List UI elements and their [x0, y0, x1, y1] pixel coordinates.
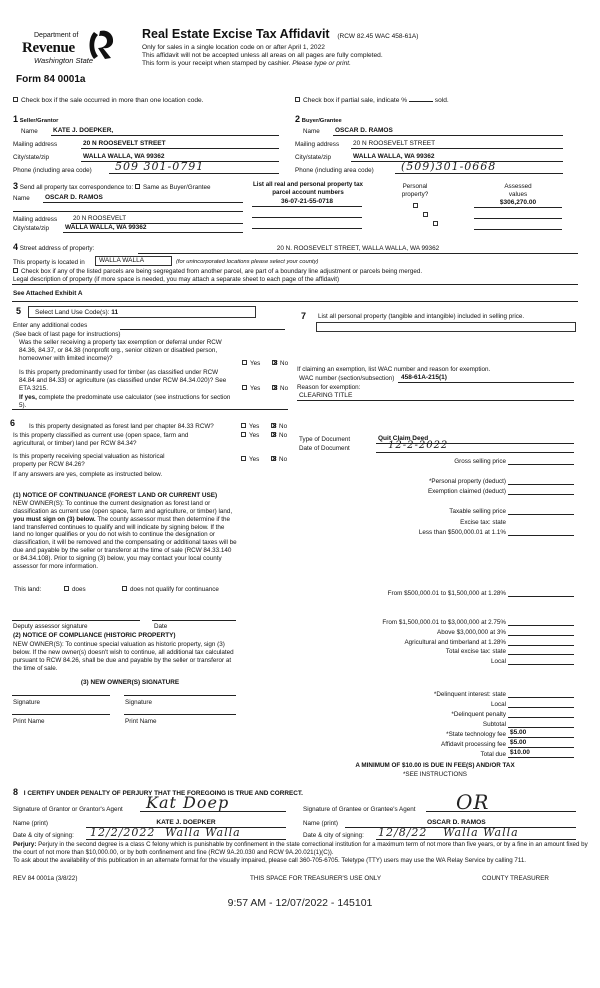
property-street-label: 4 Street address of property:	[13, 242, 95, 252]
correspondence-section: 3 Send all property tax correspondence to: Same as Buyer/Grantee Name OSCAR D. RAMOS Mailing address 20 N ROOSEVELT City/state/zip WALLA WALLA, WA 99362	[13, 181, 243, 192]
calc-label: Exemption claimed (deduct)	[427, 488, 506, 495]
county-treasurer-label: COUNTY TREASURER	[482, 875, 549, 882]
assessed-value-field-3[interactable]	[474, 221, 562, 230]
buyer-city-field[interactable]: WALLA WALLA, WA 99362	[351, 153, 563, 162]
legal-description-field[interactable]: See Attached Exhibit A	[12, 284, 578, 302]
notice-continuance-text: NEW OWNER(S): To continue the current designation as forest land or classification as current use (open space, farm and agriculture, or timber) land, you must sign on (3) below. The county assessor must then determine if the land transferred continues to qualify and will indicate by signing below. If the land no longer qualifies or you do not wish to continue the designation or classification, it will be removed and the compensating or additional taxes will be due and payable by the seller or transferor at the time of sale (RCW 84.33.140 or 84.34.108). Prior to signing (3) below, you may contact your local county assessor for more information.	[13, 500, 237, 570]
calc-label: Gross selling price	[454, 458, 506, 465]
personal-property-checkbox-2[interactable]	[423, 212, 428, 217]
new-owner-signature-heading: (3) NEW OWNER(S) SIGNATURE	[80, 679, 180, 686]
grantor-signature-field[interactable]: Kat Doep	[140, 793, 286, 812]
calc-field[interactable]	[508, 719, 574, 728]
form-subtitle-2: This affidavit will not be accepted unless all areas on all pages are fully completed.	[142, 51, 383, 59]
this-land-label: This land:	[14, 586, 42, 593]
partial-sale-check[interactable]: Check box if partial sale, indicate % sold.	[295, 97, 449, 105]
personal-property-field[interactable]	[316, 322, 576, 332]
personal-property-checkbox-1[interactable]	[413, 203, 418, 208]
section6-number: 6	[10, 418, 16, 428]
doc-type-field[interactable]: Quit Claim Deed	[376, 435, 574, 444]
notice-compliance-text: NEW OWNER(S): To continue special valuation as historic property, sign (3) below. If the new owner(s) doesn't wish to continue, all additional tax calculated pursuant to RCW 84.26, shall be due and payable by the seller or transferor at the time of sale.	[13, 641, 234, 672]
buyer-heading: Buyer/Grantee	[301, 118, 342, 124]
corr-name-label: Name	[13, 195, 30, 202]
buyer-phone-field[interactable]: (509)301-0668	[395, 160, 563, 174]
additional-codes-label: Enter any additional codes	[13, 322, 88, 329]
does-qualify-check[interactable]: does	[64, 586, 86, 594]
buyer-city-label: City/state/zip	[295, 154, 332, 161]
segregated-check[interactable]: Check box if any of the listed parcels are being segregated from another parcel, are part of a boundary line adjustment or parcels being merged.	[13, 268, 422, 276]
personal-property-label: List all personal property (tangible and intangible) included in selling price.	[318, 313, 525, 320]
parcels-heading: List all real and personal property tax parcel account numbers	[252, 181, 364, 196]
doc-type-label: Type of Document	[299, 436, 351, 443]
grantor-name-label: Name (print)	[13, 820, 48, 827]
seller-section: 1 Seller/Grantor Name KATE J. DOEPKER, Mailing address 20 N ROOSEVELT STREET City/state/zip WALLA WALLA, WA 99362 Phone (including area code) 509 301-0791	[13, 114, 281, 125]
form-title-ref: (RCW 82.45 WAC 458-61A)	[337, 33, 419, 40]
seller-heading: Seller/Grantor	[19, 118, 59, 124]
personal-property-heading: Personal property?	[401, 183, 429, 198]
checkbox[interactable]	[295, 97, 300, 102]
s6-q3: Is this property receiving special valuation as historical property per RCW 84.26?	[13, 453, 165, 468]
s6-q2: Is this property classified as current use (open space, farm and agricultural, or timber) land per RCW 84.34?	[13, 432, 189, 447]
land-use-q2: Is this property predominantly used for timber (as classified under RCW 84.84 and 84.33) or agriculture (as classified under RCW 84.34.020)? See ETA 3215.	[19, 369, 227, 392]
corr-blank-line	[13, 211, 243, 212]
calc-field[interactable]	[508, 699, 574, 708]
located-note: (for unincorporated locations please select your county)	[176, 259, 319, 265]
corr-city-field[interactable]: WALLA WALLA, WA 99362	[63, 224, 243, 233]
logo-line2: Revenue	[22, 40, 75, 56]
cashier-stamp: 9:57 AM - 12/07/2022 - 145101	[227, 897, 373, 909]
buyer-section: 2 Buyer/Grantee Name OSCAR D. RAMOS Mailing address 20 N ROOSEVELT STREET City/state/zip WALLA WALLA, WA 99362 Phone (including area code) (509)301-0668	[295, 114, 575, 125]
calc-field[interactable]	[508, 486, 574, 495]
treasurer-space-label: THIS SPACE FOR TREASURER'S USE ONLY	[250, 875, 382, 882]
grantor-sig-label: Signature of Grantor or Grantor's Agent	[13, 806, 123, 813]
grantee-signature-field[interactable]: OR	[426, 790, 576, 812]
logo-line3: Washington State	[34, 56, 94, 65]
form-title-block	[142, 27, 582, 68]
seller-name-label: Name	[21, 128, 38, 135]
s6-note: If any answers are yes, complete as instructed below.	[13, 471, 163, 478]
calc-label: Taxable selling price	[449, 508, 506, 515]
s6-q3-answer[interactable]: Yes No	[241, 456, 287, 464]
section7-number: 7	[301, 311, 307, 321]
grantor-name-field[interactable]: KATE J. DOEPKER	[86, 819, 286, 828]
doc-date-label: Date of Document	[299, 445, 350, 452]
land-use-q1-answer[interactable]: Yes No	[242, 360, 288, 368]
calc-label: Subtotal	[482, 721, 506, 728]
alt-format-text: To ask about the availability of this publication in an alternate format for the visually impaired, please call 360-705-6705. Teletype (TTY) users may use the WA Relay Service by calling 711.	[13, 857, 527, 864]
land-use-if-yes: If yes, complete the predominate use calculator (see instructions for section 5).	[19, 394, 231, 409]
calc-label: Affidavit processing fee	[441, 741, 506, 748]
calc-label: Total excise tax: state	[445, 648, 506, 655]
calc-field[interactable]	[508, 476, 574, 485]
calc-field[interactable]	[508, 456, 574, 465]
assessed-value-field-1[interactable]: $306,270.00	[474, 199, 562, 208]
notice-continuance-heading: (1) NOTICE OF CONTINUANCE (FOREST LAND OR CURRENT USE)	[13, 492, 218, 499]
print-name-label: Print Name	[13, 718, 45, 725]
deputy-date-label: Date	[154, 623, 168, 630]
property-street-field[interactable]: 20 N. ROOSEVELT STREET, WALLA WALLA, WA 99362	[138, 245, 578, 254]
land-use-q1: Was the seller receiving a property tax exemption or deferral under RCW 84.36, 84.37, or 84.38 (nonprofit org., senior citizen or disabled person, homeowner with limited income)?	[19, 339, 222, 362]
form-subtitle-1: Only for sales in a single location code on or after April 1, 2022	[142, 43, 325, 51]
seller-phone-label: Phone (including area code)	[13, 167, 92, 174]
additional-codes-field[interactable]	[120, 322, 285, 330]
buyer-phone-label: Phone (including area code)	[295, 167, 374, 174]
partial-sale-percent-field[interactable]	[409, 101, 433, 102]
s6-q2-answer[interactable]: Yes No	[241, 432, 287, 440]
seller-name-field[interactable]: KATE J. DOEPKER,	[51, 127, 279, 136]
deputy-date-line[interactable]	[152, 620, 236, 621]
new-owner-signature-line-2[interactable]	[124, 695, 236, 696]
signature-label: Signature	[125, 699, 152, 706]
calc-label: *Personal property (deduct)	[428, 478, 506, 485]
reason-label: Reason for exemption:	[297, 384, 361, 391]
land-use-instructions: (See back of last page for instructions)	[13, 331, 121, 338]
logo-line1: Department of	[34, 32, 79, 39]
buyer-address-label: Mailing address	[295, 141, 340, 148]
perjury-text: Perjury: Perjury in the second degree is a class C felony which is punishable by confinement in the state correctional institution for a maximum term of not more than five years, or by a fine in an amount fixed by the court of not more than $10,000.00, or by both confinement and fine (RCW 9A.20.030 and RCW 9A.20.021(1)(C)).	[13, 841, 588, 856]
section5-number: 5	[16, 306, 22, 316]
grantee-sig-label: Signature of Grantee or Grantee's Agent	[303, 806, 416, 813]
dor-swirl-logo-icon	[86, 28, 116, 62]
doc-date-field[interactable]: 12-2-2022	[376, 440, 574, 453]
calc-field[interactable]	[508, 627, 574, 636]
seller-address-field[interactable]: 20 N ROOSEVELT STREET	[81, 140, 279, 149]
section5-divider	[12, 409, 288, 410]
located-select[interactable]: WALLA WALLA	[95, 256, 172, 266]
calc-label: Agricultural and timberland at 1.28%	[404, 639, 506, 646]
calc-field[interactable]	[508, 527, 574, 536]
calc-field[interactable]	[508, 637, 574, 646]
seller-city-field[interactable]: WALLA WALLA, WA 99362	[81, 153, 279, 162]
parcel-number-field-3[interactable]	[252, 220, 362, 229]
dor-logo	[20, 30, 120, 72]
wac-label: WAC number (section/subsection)	[299, 375, 395, 382]
signature-label: Signature	[13, 699, 40, 706]
calc-label: Local	[490, 658, 506, 665]
s6-q1: Is this property designated as forest land per chapter 84.33 RCW?	[29, 423, 214, 430]
seller-city-label: City/state/zip	[13, 154, 50, 161]
checkbox[interactable]	[13, 97, 18, 102]
calc-label: *Delinquent penalty	[451, 711, 506, 718]
assessed-value-field-2[interactable]	[474, 210, 562, 219]
calc-field[interactable]	[508, 709, 574, 718]
located-label: This property is located in	[13, 259, 85, 266]
grantee-name-field[interactable]: OSCAR D. RAMOS	[345, 819, 576, 828]
calc-field[interactable]	[508, 506, 574, 515]
multi-location-check[interactable]: Check box if the sale occurred in more than one location code.	[13, 97, 204, 105]
same-as-buyer-checkbox[interactable]	[135, 184, 140, 189]
calc-label: From $1,500,000.01 to $3,000,000 at 2.75%	[382, 619, 506, 626]
grantee-name-label: Name (print)	[303, 820, 338, 827]
form-number: Form 84 0001a	[16, 74, 86, 85]
personal-property-checkbox-3[interactable]	[433, 221, 438, 226]
land-use-q2-answer[interactable]: Yes No	[242, 385, 288, 393]
certify-heading: 8 I CERTIFY UNDER PENALTY OF PERJURY THAT THE FOREGOING IS TRUE AND CORRECT.	[13, 787, 303, 797]
deputy-sig-label: Deputy assessor signature	[13, 623, 88, 630]
calc-label: Above $3,000,000 at 3%	[437, 629, 506, 636]
buyer-name-field[interactable]: OSCAR D. RAMOS	[333, 127, 563, 136]
calc-field[interactable]	[508, 588, 574, 597]
grantor-date-city-field[interactable]: 12/2/2022 Walla Walla	[86, 826, 286, 840]
corr-address-label: Mailing address	[13, 216, 58, 223]
calc-label: Less than $500,000.01 at 1.1%	[418, 529, 506, 536]
minimum-due-note: A MINIMUM OF $10.00 IS DUE IN FEE(S) AND/OR TAX	[355, 762, 515, 769]
land-use-code-select[interactable]: Select Land Use Code(s): 11	[28, 306, 256, 318]
s6-q1-answer[interactable]: Yes No	[241, 423, 287, 431]
see-instructions-note: *SEE INSTRUCTIONS	[402, 771, 468, 778]
calc-label: *Delinquent interest: state	[433, 691, 506, 698]
form-subtitle-3: This form is your receipt when stamped by cashier. Please type or print.	[142, 60, 351, 68]
does-not-qualify-check[interactable]: does not qualify for continuance	[122, 586, 219, 594]
deputy-signature-line[interactable]	[12, 620, 140, 621]
notice-compliance-heading: (2) NOTICE OF COMPLIANCE (HISTORIC PROPERTY)	[13, 632, 176, 639]
wac-field[interactable]: 458-61A-215(1)	[398, 374, 574, 383]
calc-label: Total due	[480, 751, 506, 758]
legal-description-label: Legal description of property (if more space is needed, you may attach a separate sheet to each page of the affidavit)	[13, 276, 340, 283]
new-owner-print-line-1[interactable]	[12, 714, 110, 715]
seller-address-label: Mailing address	[13, 141, 58, 148]
new-owner-print-line-2[interactable]	[124, 714, 236, 715]
exemption-intro: If claiming an exemption, list WAC number and reason for exemption.	[297, 366, 491, 373]
calc-label: *State technology fee	[446, 731, 506, 738]
calc-label: From $500,000.01 to $1,500,000 at 1.28%	[387, 590, 506, 597]
grantee-date-label: Date & city of signing:	[303, 832, 364, 839]
calc-field[interactable]	[508, 656, 574, 665]
form-title: Real Estate Excise Tax Affidavit	[142, 27, 330, 41]
print-name-label: Print Name	[125, 718, 157, 725]
state-technology-fee-field[interactable]: $5.00	[508, 729, 574, 738]
calc-field[interactable]	[508, 617, 574, 626]
reason-field[interactable]: CLEARING TITLE	[297, 392, 574, 401]
parcel-number-field-2[interactable]	[252, 209, 362, 218]
affidavit-fee-field[interactable]: $5.00	[508, 739, 574, 748]
total-due-field[interactable]: $10.00	[508, 749, 574, 758]
grantee-date-city-field[interactable]: 12/8/22 Walla Walla	[376, 826, 576, 840]
checkbox[interactable]	[13, 268, 18, 273]
corr-city-label: City/state/zip	[13, 225, 50, 232]
buyer-name-label: Name	[303, 128, 320, 135]
revision-label: REV 84 0001a (3/8/22)	[13, 875, 78, 882]
calc-field[interactable]	[508, 646, 574, 655]
new-owner-signature-line-1[interactable]	[12, 695, 110, 696]
assessed-values-heading: Assessed values	[504, 183, 532, 198]
parcel-number-field-1[interactable]: 36-07-21-55-0718	[252, 198, 362, 207]
buyer-address-field[interactable]: 20 N ROOSEVELT STREET	[351, 140, 563, 149]
grantor-date-label: Date & city of signing:	[13, 832, 74, 839]
seller-phone-field[interactable]: 509 301-0791	[109, 160, 279, 174]
calc-field[interactable]	[508, 689, 574, 698]
calc-label: Excise tax: state	[460, 519, 506, 526]
corr-name-field[interactable]: OSCAR D. RAMOS	[43, 194, 243, 203]
calc-label: Local	[490, 701, 506, 708]
corr-address-field[interactable]: 20 N ROOSEVELT	[71, 215, 243, 224]
